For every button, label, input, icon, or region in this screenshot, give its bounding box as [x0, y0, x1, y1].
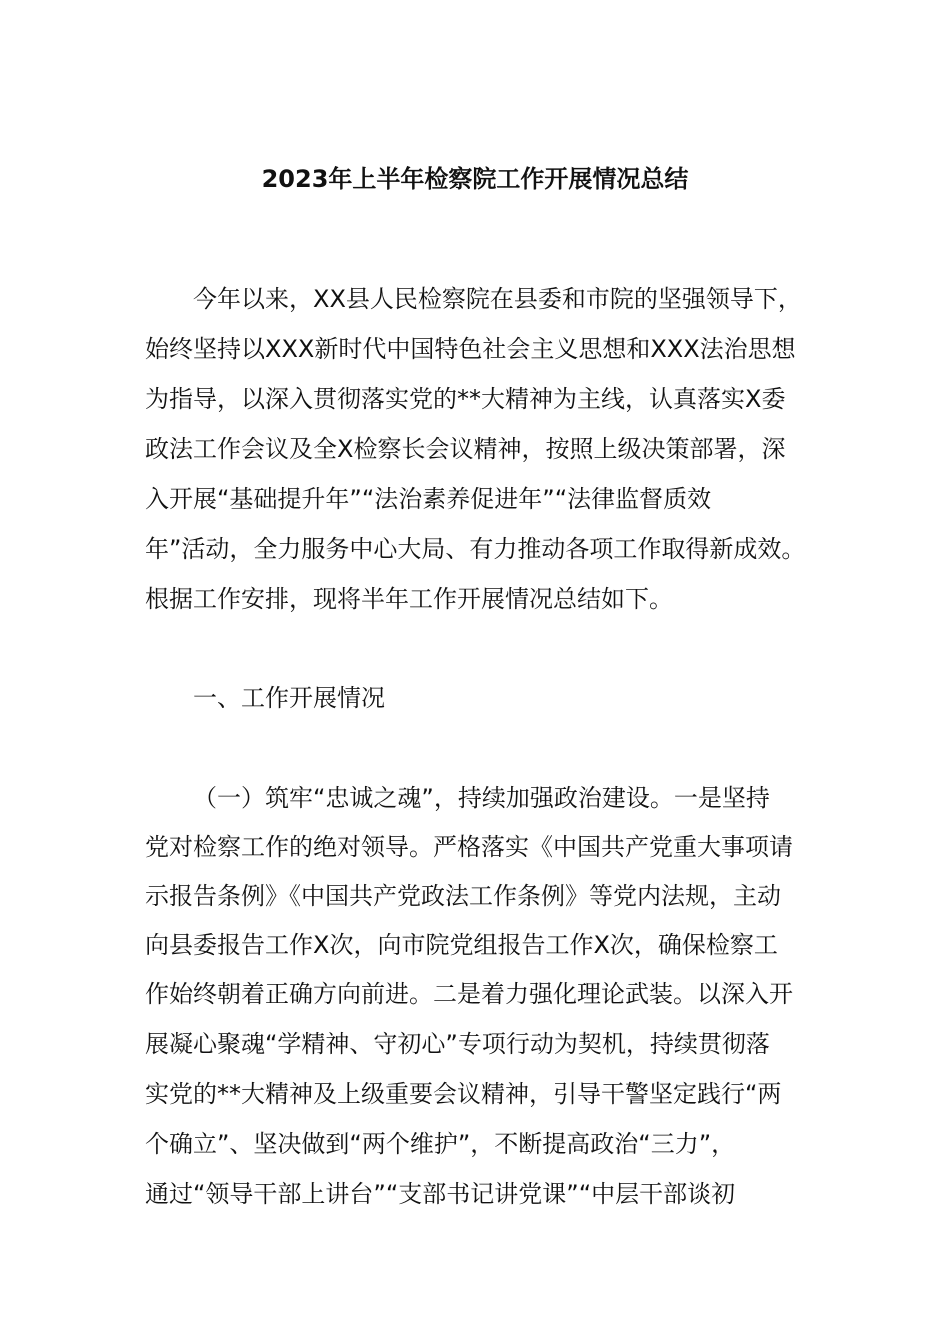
- paragraph-line: 作始终朝着正确方向前进。二是着力强化理论武装。以深入开: [145, 980, 793, 1008]
- paragraph-line: 党对检察工作的绝对领导。严格落实《中国共产党重大事项请: [145, 833, 793, 861]
- paragraph-line: 通过“领导干部上讲台”“支部书记讲党课”“中层干部谈初: [145, 1180, 736, 1208]
- paragraph-line: 今年以来，XX县人民检察院在县委和市院的坚强领导下，: [193, 285, 802, 313]
- document-title: 2023年上半年检察院工作开展情况总结: [261, 165, 689, 193]
- paragraph-line: 政法工作会议及全X检察长会议精神，按照上级决策部署，深: [145, 435, 786, 463]
- paragraph-line: 展凝心聚魂“学精神、守初心”专项行动为契机，持续贯彻落: [145, 1030, 770, 1058]
- paragraph-line: 为指导，以深入贯彻落实党的**大精神为主线，认真落实X委: [145, 385, 786, 413]
- paragraph-line: 始终坚持以XXX新时代中国特色社会主义思想和XXX法治思想: [145, 335, 796, 363]
- paragraph-line: （一）筑牢“忠诚之魂”，持续加强政治建设。一是坚持: [193, 784, 770, 812]
- paragraph-line: 实党的**大精神及上级重要会议精神，引导干警坚定践行“两: [145, 1080, 782, 1108]
- paragraph-line: 向县委报告工作X次，向市院党组报告工作X次，确保检察工: [145, 931, 778, 959]
- paragraph-line: 年”活动，全力服务中心大局、有力推动各项工作取得新成效。: [145, 535, 806, 563]
- paragraph-line: 个确立”、坚决做到“两个维护”，不断提高政治“三力”，: [145, 1130, 736, 1158]
- section-heading: 一、工作开展情况: [193, 684, 385, 712]
- paragraph-line: 根据工作安排，现将半年工作开展情况总结如下。: [145, 585, 673, 613]
- paragraph-line: 示报告条例》《中国共产党政法工作条例》等党内法规，主动: [145, 882, 781, 910]
- paragraph-line: 入开展“基础提升年”“法治素养促进年”“法律监督质效: [145, 485, 712, 513]
